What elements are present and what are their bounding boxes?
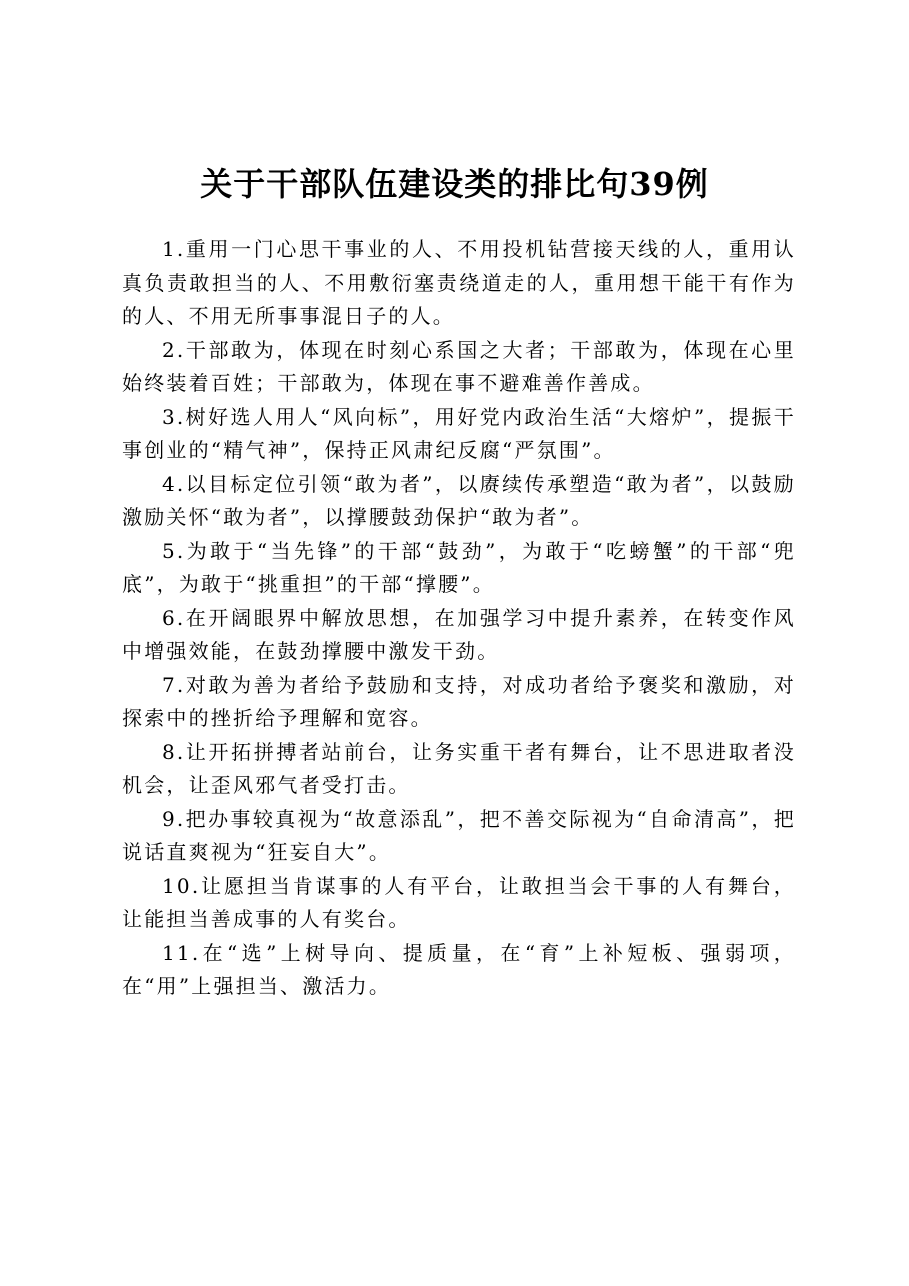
- paragraph-10: 10.让愿担当肯谋事的人有平台，让敢担当会干事的人有舞台，让能担当善成事的人有奖台。: [122, 873, 796, 931]
- document-body: [122, 233, 796, 1004]
- paragraph-6: 6.在开阔眼界中解放思想，在加强学习中提升素养，在转变作风中增强效能，在鼓劲撑腰中激发干劲。: [122, 605, 796, 663]
- paragraph-9: 9.把办事较真视为“故意添乱”，把不善交际视为“自命清高”，把说话直爽视为“狂妄自大”。: [122, 806, 796, 864]
- paragraph-11: 11.在“选”上树导向、提质量，在“育”上补短板、强弱项，在“用”上强担当、激活力。: [122, 940, 796, 998]
- document-title: 关于干部队伍建设类的排比句39例: [200, 165, 709, 203]
- paragraph-4: 4.以目标定位引领“敢为者”，以赓续传承塑造“敢为者”，以鼓励激励关怀“敢为者”，以撑腰鼓劲保护“敢为者”。: [122, 471, 796, 529]
- paragraph-8: 8.让开拓拼搏者站前台，让务实重干者有舞台，让不思进取者没机会，让歪风邪气者受打击。: [122, 739, 796, 797]
- paragraph-7: 7.对敢为善为者给予鼓励和支持，对成功者给予褒奖和激励，对探索中的挫折给予理解和宽容。: [122, 672, 796, 730]
- paragraph-1: 1.重用一门心思干事业的人、不用投机钻营接天线的人，重用认真负责敢担当的人、不用敷衍塞责绕道走的人，重用想干能干有作为的人、不用无所事事混日子的人。: [122, 237, 796, 328]
- paragraph-5: 5.为敢于“当先锋”的干部“鼓劲”，为敢于“吃螃蟹”的干部“兜底”，为敢于“挑重担”的干部“撑腰”。: [122, 538, 796, 596]
- paragraph-3: 3.树好选人用人“风向标”，用好党内政治生活“大熔炉”，提振干事创业的“精气神”，保持正风肃纪反腐“严氛围”。: [122, 404, 796, 462]
- paragraph-2: 2.干部敢为，体现在时刻心系国之大者；干部敢为，体现在心里始终装着百姓；干部敢为，体现在事不避难善作善成。: [122, 337, 796, 395]
